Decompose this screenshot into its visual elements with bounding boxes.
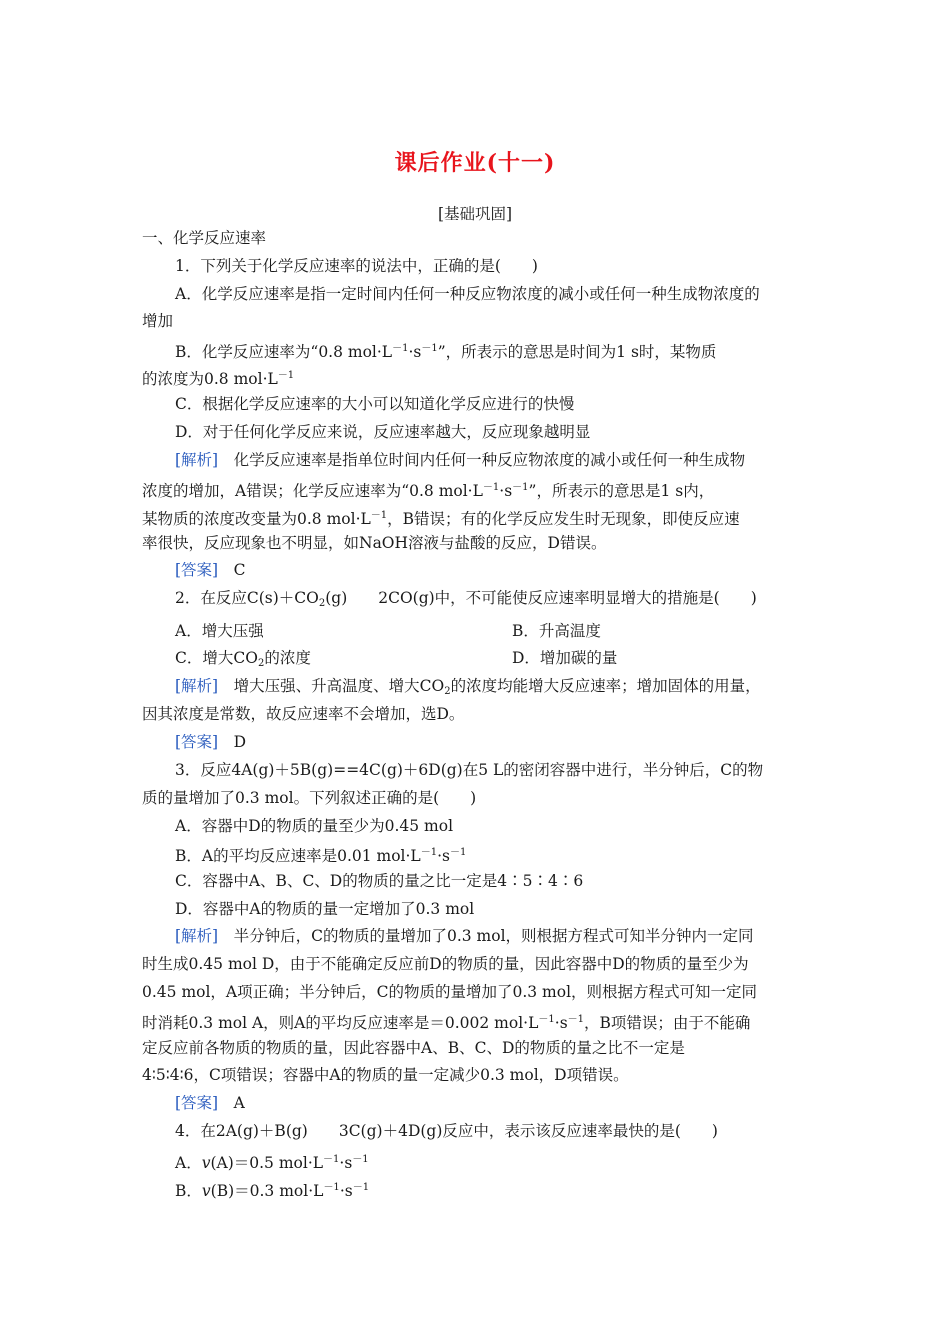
q2-explanation-line1: [解析] 增大压强、升高温度、增大CO2的浓度均能增大反应速率；增加固体的用量， (175, 677, 761, 697)
answer-tag: [答案] (175, 561, 219, 579)
q1-option-a-line2: 增加 (142, 312, 174, 330)
q3-option-d: D．容器中A的物质的量一定增加了0.3 mol (175, 900, 475, 918)
q4-option-a: A．v(A)＝0.5 $mol\cdot L^{-1}\cdot s^{-1}$ (175, 1154, 369, 1172)
q3-explanation-line3: 0.45 mol，A项正确；半分钟后，C的物质的量增加了0.3 mol，则根据方程式可知一定同 (142, 983, 758, 1001)
q3-explanation-line2: 时生成0.45 mol D，由于不能确定反应前D的物质的量，因此容器中D的物质的量至少为 (142, 955, 749, 973)
q3-explanation-line4: 时消耗0.3 mol A，则A的平均反应速率是＝0.002 $mol\cdot L^{-1}\cdot s^{-1}$，B项错误；由于不能确 (142, 1014, 751, 1032)
q1-stem: 1．下列关于化学反应速率的说法中，正确的是( ) (175, 257, 538, 275)
q4-option-b: B．v(B)＝0.3 $mol\cdot L^{-1}\cdot s^{-1}$ (175, 1182, 370, 1200)
q1-option-c: C．根据化学反应速率的大小可以知道化学反应进行的快慢 (175, 395, 575, 413)
q1-option-a-line1: A．化学反应速率是指一定时间内任何一种反应物浓度的减小或任何一种生成物浓度的 (175, 285, 760, 303)
answer-tag: [答案] (175, 733, 219, 751)
q4-stem: 4．在2A(g)＋B(g) 3C(g)＋4D(g)反应中，表示该反应速率最快的是( ) (175, 1122, 718, 1140)
q3-option-b: B．A的平均反应速率是0.01 $mol\cdot L^{-1}\cdot s^{-1}$ (175, 847, 467, 865)
explanation-tag: [解析] (175, 927, 219, 945)
answer-tag: [答案] (175, 1094, 219, 1112)
q3-option-c: C．容器中A、B、C、D的物质的量之比一定是4∶5∶4∶6 (175, 872, 584, 890)
explanation-tag: [解析] (175, 677, 219, 695)
q2-option-a: A．增大压强 (175, 622, 264, 640)
q2-option-d: D．增加碳的量 (512, 649, 618, 667)
q2-stem: 2．在反应C(s)＋CO2(g) 2CO(g)中，不可能使反应速率明显增大的措施是( ) (175, 589, 757, 609)
q2-explanation-line2: 因其浓度是常数，故反应速率不会增加，选D。 (142, 705, 465, 723)
q3-stem-line1: 3．反应4A(g)＋5B(g)==4C(g)＋6D(g)在5 L的密闭容器中进行，半分钟后，C的物 (175, 761, 764, 779)
q3-explanation-line5: 定反应前各物质的物质的量，因此容器中A、B、C、D的物质的量之比不一定是 (142, 1039, 685, 1057)
q2-option-c: C．增大CO2的浓度 (175, 649, 311, 669)
q3-stem-line2: 质的量增加了0.3 mol。下列叙述正确的是( ) (142, 789, 477, 807)
q1-option-d: D．对于任何化学反应来说，反应速率越大，反应现象越明显 (175, 423, 591, 441)
q1-explanation-line3: 某物质的浓度改变量为0.8 $mol\cdot L^{-1}$，B错误；有的化学反应发生时无现象，即使反应速 (142, 510, 740, 528)
q1-explanation-line2: 浓度的增加，A错误；化学反应速率为“0.8 $mol\cdot L^{-1}\cdot s^{-1}$”，所表示的意思是1 s内， (142, 482, 715, 500)
q1-explanation-line1: [解析] 化学反应速率是指单位时间内任何一种反应物浓度的减小或任何一种生成物 (175, 451, 746, 469)
explanation-tag: [解析] (175, 451, 219, 469)
section-tag: [基础巩固] (437, 205, 513, 223)
q3-answer: [答案] A (175, 1094, 245, 1112)
q2-option-b: B．升高温度 (512, 622, 601, 640)
q3-explanation-line6: 4∶5∶4∶6，C项错误；容器中A的物质的量一定减少0.3 mol，D项错误。 (142, 1066, 629, 1084)
q3-option-a: A．容器中D的物质的量至少为0.45 mol (175, 817, 454, 835)
q1-explanation-line4: 率很快，反应现象也不明显，如NaOH溶液与盐酸的反应，D错误。 (142, 534, 607, 552)
page-title: 课后作业(十一) (394, 150, 556, 176)
q1-option-b-line2: 的浓度为0.8 $mol\cdot L^{-1}$ (142, 370, 295, 388)
q1-option-b-line1: B．化学反应速率为“0.8 $mol\cdot L^{-1}\cdot s^{-1}$”，所表示的意思是时间为1 s时，某物质 (175, 343, 717, 361)
q3-explanation-line1: [解析] 半分钟后，C的物质的量增加了0.3 mol，则根据方程式可知半分钟内一定同 (175, 927, 754, 945)
q1-answer: [答案] C (175, 561, 246, 579)
q2-answer: [答案] D (175, 733, 247, 751)
section-heading: 一、化学反应速率 (142, 229, 267, 247)
